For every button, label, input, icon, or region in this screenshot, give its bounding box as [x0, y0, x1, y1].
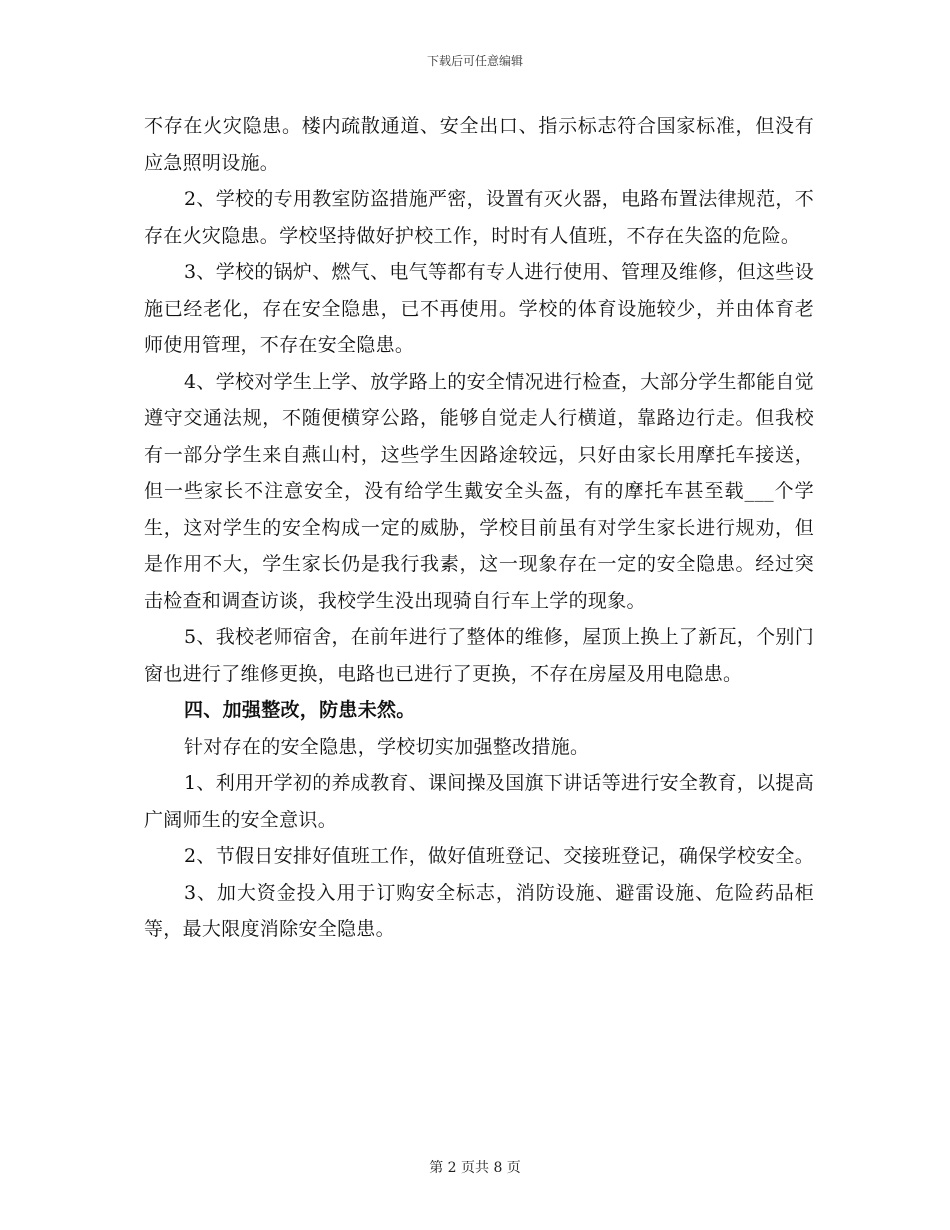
paragraph-item-5: 5、我校老师宿舍，在前年进行了整体的维修，屋顶上换上了新瓦，个别门窗也进行了维修更换，电路也已进行了更换，不存在房屋及用电隐患。: [144, 626, 814, 685]
paragraph-continuation: 不存在火灾隐患。楼内疏散通道、安全出口、指示标志符合国家标准，但没有应急照明设施。: [144, 115, 814, 174]
document-body: [144, 108, 814, 948]
measure-item-2: 2、节假日安排好值班工作，做好值班登记、交接班登记，确保学校安全。: [184, 845, 814, 867]
paragraph-item-3: 3、学校的锅炉、燃气、电气等都有专人进行使用、管理及维修，但这些设施已经老化，存在安全隐患，已不再使用。学校的体育设施较少，并由体育老师使用管理，不存在安全隐患。: [144, 261, 814, 356]
measure-item-1: 1、利用开学初的养成教育、课间操及国旗下讲话等进行安全教育，以提高广阔师生的安全意识。: [144, 772, 814, 831]
paragraph-item-4: 4、学校对学生上学、放学路上的安全情况进行检查，大部分学生都能自觉遵守交通法规，不随便横穿公路，能够自觉走人行横道，靠路边行走。但我校有一部分学生来自燕山村，这些学生因路途较远，只好由家长用摩托车接送，但一些家长不注意安全，没有给学生戴安全头盔，有的摩托车甚至载___个学生，这对学生的安全构成一定的威胁，学校目前虽有对学生家长进行规劝，但是作用不大，学生家长仍是我行我素，这一现象存在一定的安全隐患。经过突击检查和调查访谈，我校学生没出现骑自行车上学的现象。: [144, 370, 814, 612]
measure-item-3: 3、加大资金投入用于订购安全标志，消防设施、避雷设施、危险药品柜等，最大限度消除安全隐患。: [144, 881, 814, 940]
section-heading: 四、加强整改，防患未然。: [184, 699, 416, 721]
paragraph-item-2: 2、学校的专用教室防盗措施严密，设置有灭火器，电路布置法律规范，不存在火灾隐患。学校坚持做好护校工作，时时有人值班，不存在失盗的危险。: [144, 188, 814, 247]
page-footer: 第 2 页共 8 页: [429, 1160, 521, 1176]
paragraph-intro: 针对存在的安全隐患，学校切实加强整改措施。: [184, 735, 590, 758]
page-header: 下载后可任意编辑: [426, 54, 523, 68]
